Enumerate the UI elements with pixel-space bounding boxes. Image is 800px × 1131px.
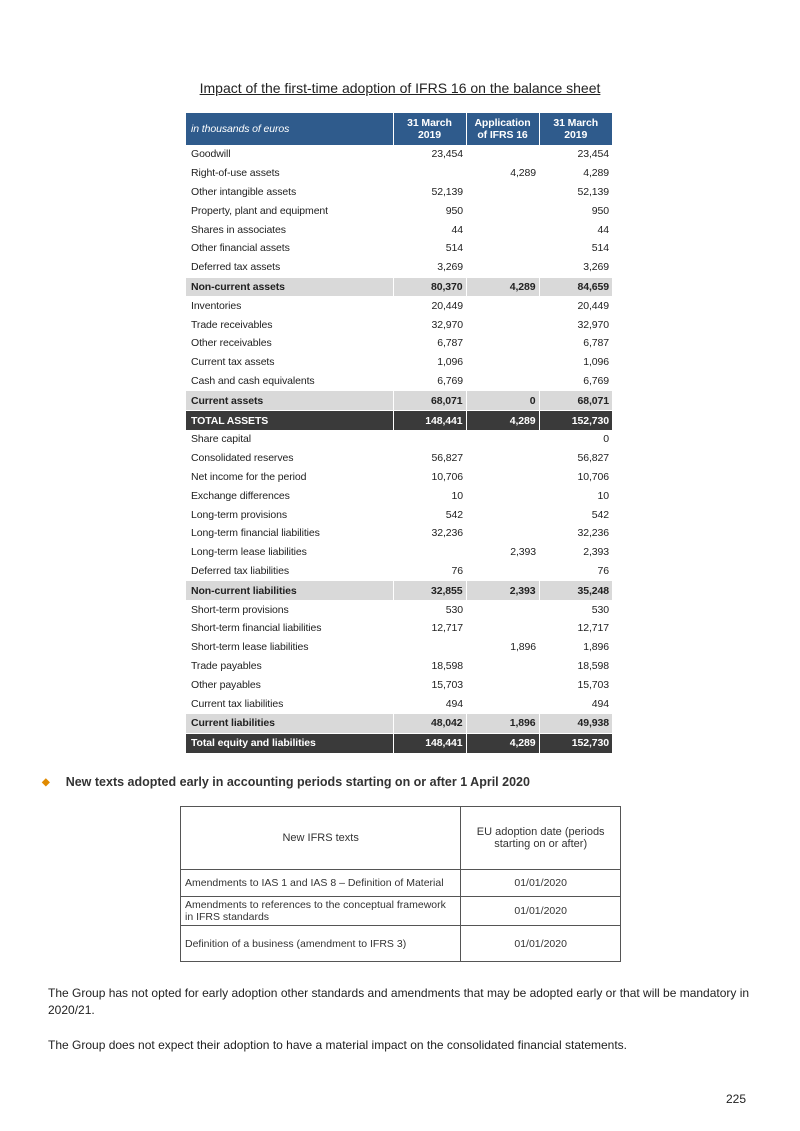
- table-row: [181, 870, 621, 897]
- row-label: Total equity and liabilities: [186, 733, 393, 752]
- value-31-march-2019-restated: 514: [591, 242, 609, 255]
- value-31-march-2019-restated: 44: [597, 223, 609, 236]
- page-number: 225: [725, 1092, 746, 1106]
- header-adoption-date: EU adoption date (periods starting on or after): [461, 807, 621, 870]
- row-label: Shares in associates: [191, 223, 286, 236]
- value-ifrs16: 4,289: [466, 733, 539, 752]
- row-label: Goodwill: [191, 148, 231, 161]
- row-label: Long-term provisions: [191, 508, 288, 521]
- table-row: [186, 334, 612, 353]
- value-ifrs16: [466, 145, 539, 164]
- value-31-march-2019: [393, 430, 466, 449]
- value-ifrs16: 4,289: [510, 167, 536, 180]
- value-ifrs16: [466, 201, 539, 220]
- value-31-march-2019-restated: 6,769: [583, 374, 609, 387]
- table-row: [186, 733, 612, 752]
- value-31-march-2019: 32,236: [431, 527, 463, 540]
- value-ifrs16: [466, 315, 539, 334]
- text-cell: Amendments to IAS 1 and IAS 8 – Definition of Material: [181, 870, 461, 897]
- table-row: [186, 430, 612, 449]
- value-ifrs16: [466, 657, 539, 676]
- value-31-march-2019: 494: [445, 697, 463, 710]
- value-31-march-2019-restated: 20,449: [577, 299, 609, 312]
- row-label: Net income for the period: [191, 470, 307, 483]
- table-row: [186, 391, 612, 411]
- row-label: Other financial assets: [191, 242, 290, 255]
- row-label: Current liabilities: [186, 713, 393, 733]
- row-label: Property, plant and equipment: [191, 204, 328, 217]
- value-31-march-2019: 530: [445, 603, 463, 616]
- row-label: Other intangible assets: [191, 185, 297, 198]
- row-label: Trade payables: [191, 659, 262, 672]
- value-31-march-2019: 1,096: [437, 356, 463, 369]
- row-label: Consolidated reserves: [191, 452, 294, 465]
- value-31-march-2019: 80,370: [393, 277, 466, 296]
- value-ifrs16: 4,289: [466, 411, 539, 430]
- value-ifrs16: [466, 505, 539, 524]
- row-label: Non-current assets: [186, 277, 393, 296]
- value-31-march-2019: 6,769: [437, 374, 463, 387]
- value-31-march-2019-restated: 10,706: [577, 470, 609, 483]
- value-31-march-2019-restated: 32,236: [577, 527, 609, 540]
- value-31-march-2019: 950: [445, 204, 463, 217]
- value-ifrs16: 4,289: [466, 277, 539, 296]
- paragraph-early-adoption: The Group has not opted for early adoption other standards and amendments that may be adopted early or that will be mandatory in 2020/21.: [48, 986, 750, 1017]
- text-cell: Definition of a business (amendment to IFRS 3): [181, 926, 461, 962]
- value-31-march-2019: [393, 164, 466, 183]
- row-label: Long-term financial liabilities: [191, 527, 320, 540]
- table-row: [186, 581, 612, 600]
- value-31-march-2019-restated: 84,659: [539, 277, 612, 296]
- value-ifrs16: [466, 486, 539, 505]
- table-row: [181, 897, 621, 926]
- value-31-march-2019-restated: 56,827: [577, 452, 609, 465]
- value-ifrs16: 1,896: [466, 713, 539, 733]
- value-ifrs16: [466, 296, 539, 315]
- table-row: [186, 372, 612, 391]
- value-31-march-2019: 514: [445, 242, 463, 255]
- text-cell: Amendments to references to the conceptual framework in IFRS standards: [181, 897, 461, 926]
- value-31-march-2019: 12,717: [431, 622, 463, 635]
- row-label: Right-of-use assets: [191, 167, 280, 180]
- value-ifrs16: [466, 258, 539, 277]
- table-row: [186, 220, 612, 239]
- balance-sheet-table: [186, 113, 612, 753]
- value-31-march-2019-restated: 1,896: [583, 641, 609, 654]
- balance-sheet-body: [186, 145, 612, 753]
- value-ifrs16: [466, 619, 539, 638]
- value-31-march-2019: 6,787: [437, 337, 463, 350]
- header-col-2-text: Application of IFRS 16: [474, 117, 531, 141]
- paragraph-impact: The Group does not expect their adoption to have a material impact on the consolidated financial statements.: [48, 1038, 628, 1052]
- table-row: [186, 183, 612, 202]
- table-row: [186, 543, 612, 562]
- row-label: Deferred tax liabilities: [191, 564, 289, 577]
- table-row: [186, 315, 612, 334]
- value-31-march-2019-restated: 542: [591, 508, 609, 521]
- value-31-march-2019-restated: 52,139: [577, 185, 609, 198]
- value-31-march-2019: 68,071: [393, 391, 466, 411]
- value-ifrs16: [466, 600, 539, 619]
- table-row: [186, 411, 612, 430]
- value-31-march-2019: 32,970: [431, 318, 463, 331]
- table-row: [186, 600, 612, 619]
- table-row: [186, 449, 612, 468]
- value-31-march-2019-restated: 18,598: [577, 659, 609, 672]
- value-31-march-2019: 10: [451, 489, 463, 502]
- value-31-march-2019-restated: 12,717: [577, 622, 609, 635]
- row-label: Other receivables: [191, 337, 272, 350]
- table-row: [186, 657, 612, 676]
- table-row: [186, 638, 612, 657]
- value-ifrs16: [466, 183, 539, 202]
- value-31-march-2019-restated: 1,096: [583, 356, 609, 369]
- row-label: Exchange differences: [191, 489, 290, 502]
- row-label: Current tax liabilities: [191, 697, 284, 710]
- diamond-bullet-icon: ◆: [42, 777, 50, 788]
- value-31-march-2019-restated: 23,454: [577, 148, 609, 161]
- table-row: [186, 277, 612, 296]
- value-31-march-2019: 542: [445, 508, 463, 521]
- ifrs-texts-table: [180, 806, 621, 962]
- header-new-texts: New IFRS texts: [181, 807, 461, 870]
- value-ifrs16: [466, 239, 539, 258]
- table-row: [186, 486, 612, 505]
- row-label: TOTAL ASSETS: [186, 411, 393, 430]
- table-row: [186, 353, 612, 372]
- date-cell: 01/01/2020: [461, 870, 621, 897]
- table-row: [186, 239, 612, 258]
- header-col-1: [393, 113, 466, 145]
- value-31-march-2019-restated: 15,703: [577, 678, 609, 691]
- value-ifrs16: [466, 468, 539, 487]
- row-label: Current tax assets: [191, 356, 275, 369]
- table-row: [186, 258, 612, 277]
- value-31-march-2019: [393, 638, 466, 657]
- value-31-march-2019: [393, 543, 466, 562]
- row-label: Deferred tax assets: [191, 261, 281, 274]
- balance-sheet-header-row: [186, 113, 612, 145]
- header-col-1-text: 31 March 2019: [407, 117, 452, 141]
- value-31-march-2019-restated: 32,970: [577, 318, 609, 331]
- value-31-march-2019: 56,827: [431, 452, 463, 465]
- value-31-march-2019-restated: 2,393: [583, 546, 609, 559]
- value-31-march-2019-restated: 4,289: [583, 167, 609, 180]
- value-ifrs16: [466, 694, 539, 713]
- value-31-march-2019: 10,706: [431, 470, 463, 483]
- value-31-march-2019-restated: 950: [591, 204, 609, 217]
- table-row: [186, 468, 612, 487]
- value-31-march-2019-restated: 0: [603, 433, 609, 446]
- header-units: in thousands of euros: [186, 113, 393, 145]
- value-ifrs16: 0: [466, 391, 539, 411]
- value-31-march-2019-restated: 494: [591, 697, 609, 710]
- value-ifrs16: [466, 353, 539, 372]
- value-31-march-2019: 148,441: [393, 411, 466, 430]
- value-ifrs16: [466, 372, 539, 391]
- table-row: [186, 694, 612, 713]
- value-ifrs16: [466, 524, 539, 543]
- value-31-march-2019-restated: 152,730: [539, 411, 612, 430]
- value-ifrs16: [466, 430, 539, 449]
- value-31-march-2019: 3,269: [437, 261, 463, 274]
- row-label: Cash and cash equivalents: [191, 374, 315, 387]
- row-label: Share capital: [191, 433, 251, 446]
- value-31-march-2019: 32,855: [393, 581, 466, 600]
- table-row: [186, 619, 612, 638]
- value-ifrs16: 2,393: [510, 546, 536, 559]
- value-31-march-2019-restated: 152,730: [539, 733, 612, 752]
- value-ifrs16: 2,393: [466, 581, 539, 600]
- date-cell: 01/01/2020: [461, 897, 621, 926]
- row-label: Other payables: [191, 678, 261, 691]
- value-31-march-2019-restated: 6,787: [583, 337, 609, 350]
- value-31-march-2019: 20,449: [431, 299, 463, 312]
- value-31-march-2019-restated: 3,269: [583, 261, 609, 274]
- value-ifrs16: [466, 675, 539, 694]
- header-col-3-text: 31 March 2019: [553, 117, 599, 141]
- row-label: Long-term lease liabilities: [191, 546, 307, 559]
- table-row: [186, 201, 612, 220]
- value-31-march-2019: 76: [451, 564, 463, 577]
- value-31-march-2019: 48,042: [393, 713, 466, 733]
- date-cell: 01/01/2020: [461, 926, 621, 962]
- value-31-march-2019-restated: 68,071: [539, 391, 612, 411]
- ifrs-texts-header-row: [181, 807, 621, 870]
- value-31-march-2019: 18,598: [431, 659, 463, 672]
- value-ifrs16: [466, 562, 539, 581]
- table-row: [181, 926, 621, 962]
- table-row: [186, 713, 612, 733]
- value-ifrs16: [466, 449, 539, 468]
- row-label: Short-term lease liabilities: [191, 641, 309, 654]
- value-31-march-2019: 52,139: [431, 185, 463, 198]
- header-col-2: [466, 113, 539, 145]
- section-heading: [42, 775, 530, 789]
- table-row: [186, 145, 612, 164]
- header-col-3: [539, 113, 612, 145]
- row-label: Trade receivables: [191, 318, 273, 331]
- value-31-march-2019-restated: 35,248: [539, 581, 612, 600]
- table-row: [186, 164, 612, 183]
- row-label: Current assets: [186, 391, 393, 411]
- value-31-march-2019-restated: 530: [591, 603, 609, 616]
- table-row: [186, 505, 612, 524]
- value-ifrs16: 1,896: [510, 641, 536, 654]
- value-31-march-2019-restated: 10: [597, 489, 609, 502]
- row-label: Short-term provisions: [191, 603, 289, 616]
- table-row: [186, 562, 612, 581]
- section-heading-text: New texts adopted early in accounting periods starting on or after 1 April 2020: [65, 775, 530, 789]
- table-row: [186, 524, 612, 543]
- table-row: [186, 675, 612, 694]
- value-31-march-2019: 148,441: [393, 733, 466, 752]
- value-31-march-2019-restated: 76: [597, 564, 609, 577]
- value-31-march-2019-restated: 49,938: [539, 713, 612, 733]
- value-31-march-2019: 23,454: [431, 148, 463, 161]
- row-label: Non-current liabilities: [186, 581, 393, 600]
- value-ifrs16: [466, 334, 539, 353]
- row-label: Inventories: [191, 299, 242, 312]
- table-row: [186, 296, 612, 315]
- value-ifrs16: [466, 220, 539, 239]
- value-31-march-2019: 44: [451, 223, 463, 236]
- row-label: Short-term financial liabilities: [191, 622, 322, 635]
- table-title: Impact of the first-time adoption of IFRS 16 on the balance sheet: [199, 80, 601, 96]
- value-31-march-2019: 15,703: [431, 678, 463, 691]
